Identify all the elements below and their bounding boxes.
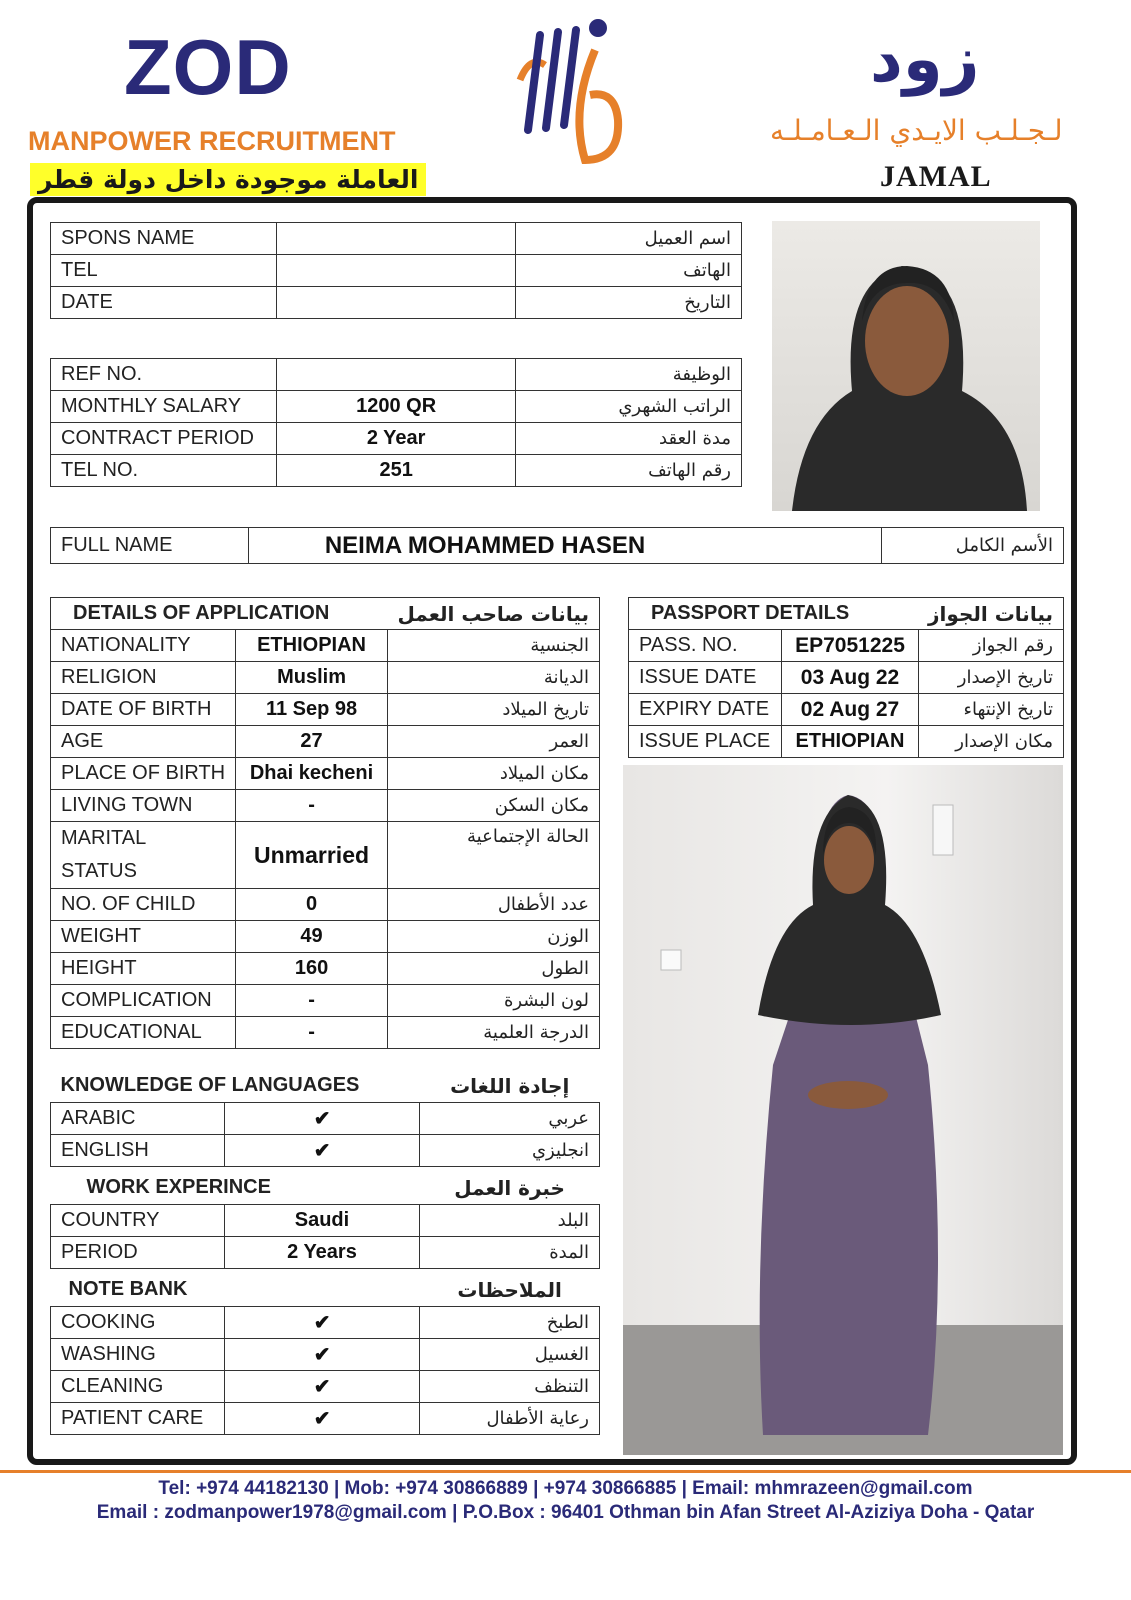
sponsor-name-field[interactable] [276, 223, 515, 255]
application-table [50, 597, 600, 1049]
table-row: PERIOD 2 Years المدة [51, 1236, 600, 1268]
skills-table [50, 1274, 600, 1435]
table-row: MONTHLY SALARY 1200 QR الراتب الشهري [51, 391, 742, 423]
table-row: WEIGHT 49 الوزن [51, 921, 600, 953]
table-row: RELIGION Muslim الديانة [51, 662, 600, 694]
brand-subtitle-arabic: لـجـلـب الايـدي الـعـامـلـه [770, 114, 1063, 147]
section-header: PASSPORT DETAILS بيانات الجواز [629, 598, 1064, 630]
check-icon: ✔ [224, 1338, 419, 1370]
table-row: PATIENT CARE ✔ رعاية الأطفال [51, 1402, 600, 1434]
full-name-value: NEIMA MOHAMMED HASEN [248, 528, 881, 564]
full-name-table [50, 527, 1064, 564]
table-row: SPONS NAME اسم العميل [51, 223, 742, 255]
footer-contact: Tel: +974 44182130 | Mob: +974 30866889 | +974 30866885 | Email: mhmrazeen@gmail.com [158, 1478, 973, 1499]
brand-title: ZOD [124, 23, 292, 111]
experience-table [50, 1172, 600, 1269]
table-row: DATE التاريخ [51, 287, 742, 319]
section-header: KNOWLEDGE OF LANGUAGES إجادة اللغات [60, 1073, 570, 1098]
table-row: COMPLICATION - لون البشرة [51, 985, 600, 1017]
table-row: EXPIRY DATE 02 Aug 27 تاريخ الإنتهاء [629, 694, 1064, 726]
table-row: FULL NAME NEIMA MOHAMMED HASEN الأسم الكامل [51, 528, 1064, 564]
portrait-photo [772, 221, 1040, 511]
passport-table [628, 597, 1064, 758]
brand-subtitle: MANPOWER RECRUITMENT [28, 126, 396, 156]
company-logo-icon [500, 10, 630, 180]
footer-divider [0, 1470, 1131, 1473]
job-table [50, 358, 742, 487]
brand-title-arabic: زود [870, 23, 980, 97]
sponsor-tel-field[interactable] [276, 255, 515, 287]
check-icon: ✔ [224, 1402, 419, 1434]
section-header: DETAILS OF APPLICATION بيانات صاحب العمل [51, 598, 600, 630]
table-row: CLEANING ✔ التنظف [51, 1370, 600, 1402]
table-row: AGE 27 العمر [51, 726, 600, 758]
table-row: ARABIC ✔ عربي [51, 1102, 600, 1134]
highlight-note: العاملة موجودة داخل دولة قطر [30, 163, 426, 196]
table-row: PLACE OF BIRTH Dhai kecheni مكان الميلاد [51, 758, 600, 790]
table-row: REF NO. الوظيفة [51, 359, 742, 391]
full-body-photo [623, 765, 1063, 1455]
sponsor-table [50, 222, 742, 319]
brand-name: JAMAL [880, 160, 992, 193]
table-row: NATIONALITY ETHIOPIAN الجنسية [51, 630, 600, 662]
table-row: MARITAL STATUS Unmarried الحالة الإجتماعية [51, 822, 600, 889]
check-icon: ✔ [224, 1370, 419, 1402]
table-row: TEL الهاتف [51, 255, 742, 287]
table-row: TEL NO. 251 رقم الهاتف [51, 455, 742, 487]
table-row: DATE OF BIRTH 11 Sep 98 تاريخ الميلاد [51, 694, 600, 726]
sponsor-date-field[interactable] [276, 287, 515, 319]
table-row: LIVING TOWN - مكان السكن [51, 790, 600, 822]
check-icon: ✔ [224, 1102, 420, 1134]
check-icon: ✔ [224, 1306, 419, 1338]
section-header: NOTE BANK الملاحظات [68, 1277, 562, 1302]
table-row: CONTRACT PERIOD 2 Year مدة العقد [51, 423, 742, 455]
table-row: HEIGHT 160 الطول [51, 953, 600, 985]
table-row: ISSUE PLACE ETHIOPIAN مكان الإصدار [629, 726, 1064, 758]
table-row: EDUCATIONAL - الدرجة العلمية [51, 1017, 600, 1049]
table-row: WASHING ✔ الغسيل [51, 1338, 600, 1370]
table-row: ISSUE DATE 03 Aug 22 تاريخ الإصدار [629, 662, 1064, 694]
table-row: PASS. NO. EP7051225 رقم الجواز [629, 630, 1064, 662]
table-row: COUNTRY Saudi البلد [51, 1204, 600, 1236]
section-header: WORK EXPERINCE خبرة العمل [86, 1175, 565, 1200]
languages-table [50, 1070, 600, 1167]
check-icon: ✔ [224, 1134, 420, 1166]
table-row: ENGLISH ✔ انجليزي [51, 1134, 600, 1166]
table-row: COOKING ✔ الطبخ [51, 1306, 600, 1338]
table-row: NO. OF CHILD 0 عدد الأطفال [51, 889, 600, 921]
footer-address: Email : zodmanpower1978@gmail.com | P.O.Box : 96401 Othman bin Afan Street Al-Aziziya Doha - Qatar [96, 1502, 1035, 1523]
